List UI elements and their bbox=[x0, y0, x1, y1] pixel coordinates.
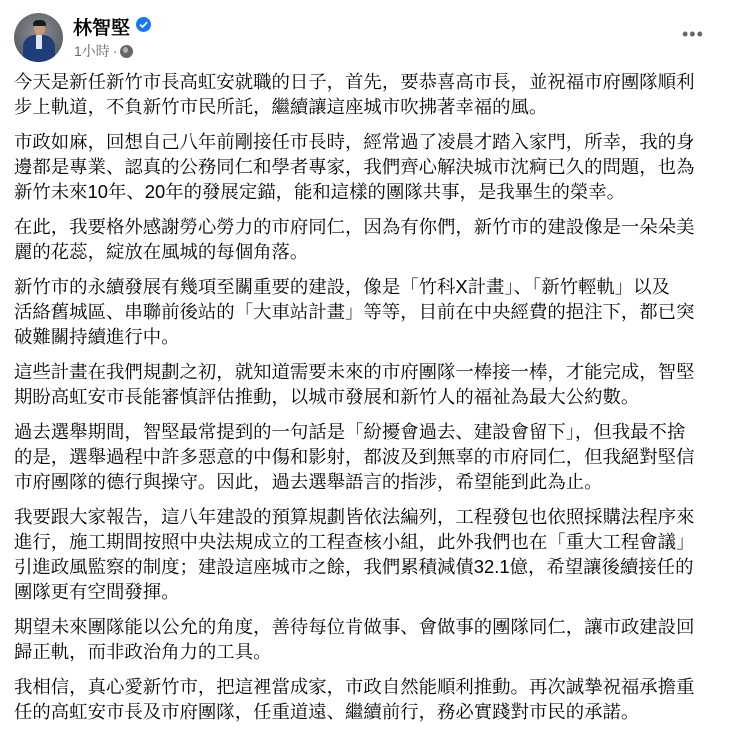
paragraph-line: 過去選舉期間，智堅最常提到的一句話是「紛擾會過去、建設會留下」，但我最不捨 bbox=[14, 421, 686, 442]
paragraph-line: 新竹未來10年、20年的發展定錨，能和這樣的團隊共事，是我畢生的榮幸。 bbox=[14, 181, 626, 202]
paragraph-line: 引進政風監察的制度；建設這座城市之餘，我們累積減債32.1億，希望讓後續接任的 bbox=[14, 556, 694, 577]
paragraph-line: 今天是新任新竹市長高虹安就職的日子，首先，要恭喜高市長，並祝福市府團隊順利 bbox=[14, 71, 695, 92]
paragraph-line: 進行，施工期間按照中央法規成立的工程查核小組，此外我們也在「重大工程會議」 bbox=[14, 531, 695, 552]
paragraph-line: 團隊更有空間發揮。 bbox=[14, 581, 180, 602]
verified-badge-icon bbox=[136, 17, 151, 32]
paragraph-line: 新竹市的永續發展有幾項至關重要的建設，像是「竹科X計畫」、「新竹輕軌」以及 bbox=[14, 276, 670, 297]
paragraph-line: 麗的花蕊，綻放在風城的每個角落。 bbox=[14, 241, 309, 262]
paragraph-line: 邊都是專業、認真的公務同仁和學者專家，我們齊心解決城市沈痾已久的問題，也為 bbox=[14, 156, 695, 177]
paragraph-line: 這些計畫在我們規劃之初，就知道需要未來的市府團隊一棒接一棒，才能完成，智堅 bbox=[14, 361, 695, 382]
post-paragraph bbox=[14, 359, 726, 409]
post-paragraph bbox=[14, 614, 726, 664]
paragraph-line: 任的高虹安市長及市府團隊，任重道遠、繼續前行，務必實踐對市民的承諾。 bbox=[14, 701, 640, 722]
post-paragraph bbox=[14, 69, 726, 119]
post-paragraph bbox=[14, 504, 726, 604]
paragraph-line: 在此，我要格外感謝勞心勞力的市府同仁，因為有你們，新竹市的建設像是一朵朵美 bbox=[14, 216, 695, 237]
paragraph-line: 期盼高虹安市長能審慎評估推動，以城市發展和新竹人的福祉為最大公約數。 bbox=[14, 386, 640, 407]
globe-icon bbox=[120, 45, 133, 58]
author-avatar[interactable] bbox=[14, 13, 63, 62]
paragraph-line: 市政如麻，回想自己八年前剛接任市長時，經常過了凌晨才踏入家門，所幸，我的身 bbox=[14, 131, 695, 152]
author-name[interactable]: 林智堅 bbox=[73, 18, 131, 39]
post-paragraph bbox=[14, 129, 726, 204]
post-meta bbox=[74, 41, 133, 61]
paragraph-line: 活絡舊城區、串聯前後站的「大車站計畫」等等，目前在中央經費的挹注下，都已突 bbox=[14, 301, 695, 322]
post-timestamp[interactable]: 1小時 bbox=[74, 43, 110, 59]
paragraph-line: 我相信，真心愛新竹市，把這裡當成家，市政自然能順利推動。再次誠摯祝福承擔重 bbox=[14, 676, 695, 697]
post-paragraph bbox=[14, 674, 726, 724]
paragraph-line: 的是，選舉過程中許多惡意的中傷和影射，都波及到無辜的市府同仁，但我絕對堅信 bbox=[14, 446, 695, 467]
post-body bbox=[14, 69, 726, 734]
paragraph-line: 破難關持續進行中。 bbox=[14, 326, 180, 347]
more-options-button[interactable]: ••• bbox=[682, 24, 704, 44]
paragraph-line: 市府團隊的德行與操守。因此，過去選舉語言的指涉，希望能到此為止。 bbox=[14, 471, 603, 492]
post-paragraph bbox=[14, 274, 726, 349]
post-paragraph bbox=[14, 214, 726, 264]
meta-separator: · bbox=[112, 43, 118, 59]
paragraph-line: 步上軌道，不負新竹市民所託，繼續讓這座城市吹拂著幸福的風。 bbox=[14, 96, 548, 117]
paragraph-line: 我要跟大家報告，這八年建設的預算規劃皆依法編列，工程發包也依照採購法程序來 bbox=[14, 506, 695, 527]
paragraph-line: 期望未來團隊能以公允的角度，善待每位肯做事、會做事的團隊同仁，讓市政建設回 bbox=[14, 616, 695, 637]
paragraph-line: 歸正軌，而非政治角力的工具。 bbox=[14, 641, 272, 662]
post-paragraph bbox=[14, 419, 726, 494]
